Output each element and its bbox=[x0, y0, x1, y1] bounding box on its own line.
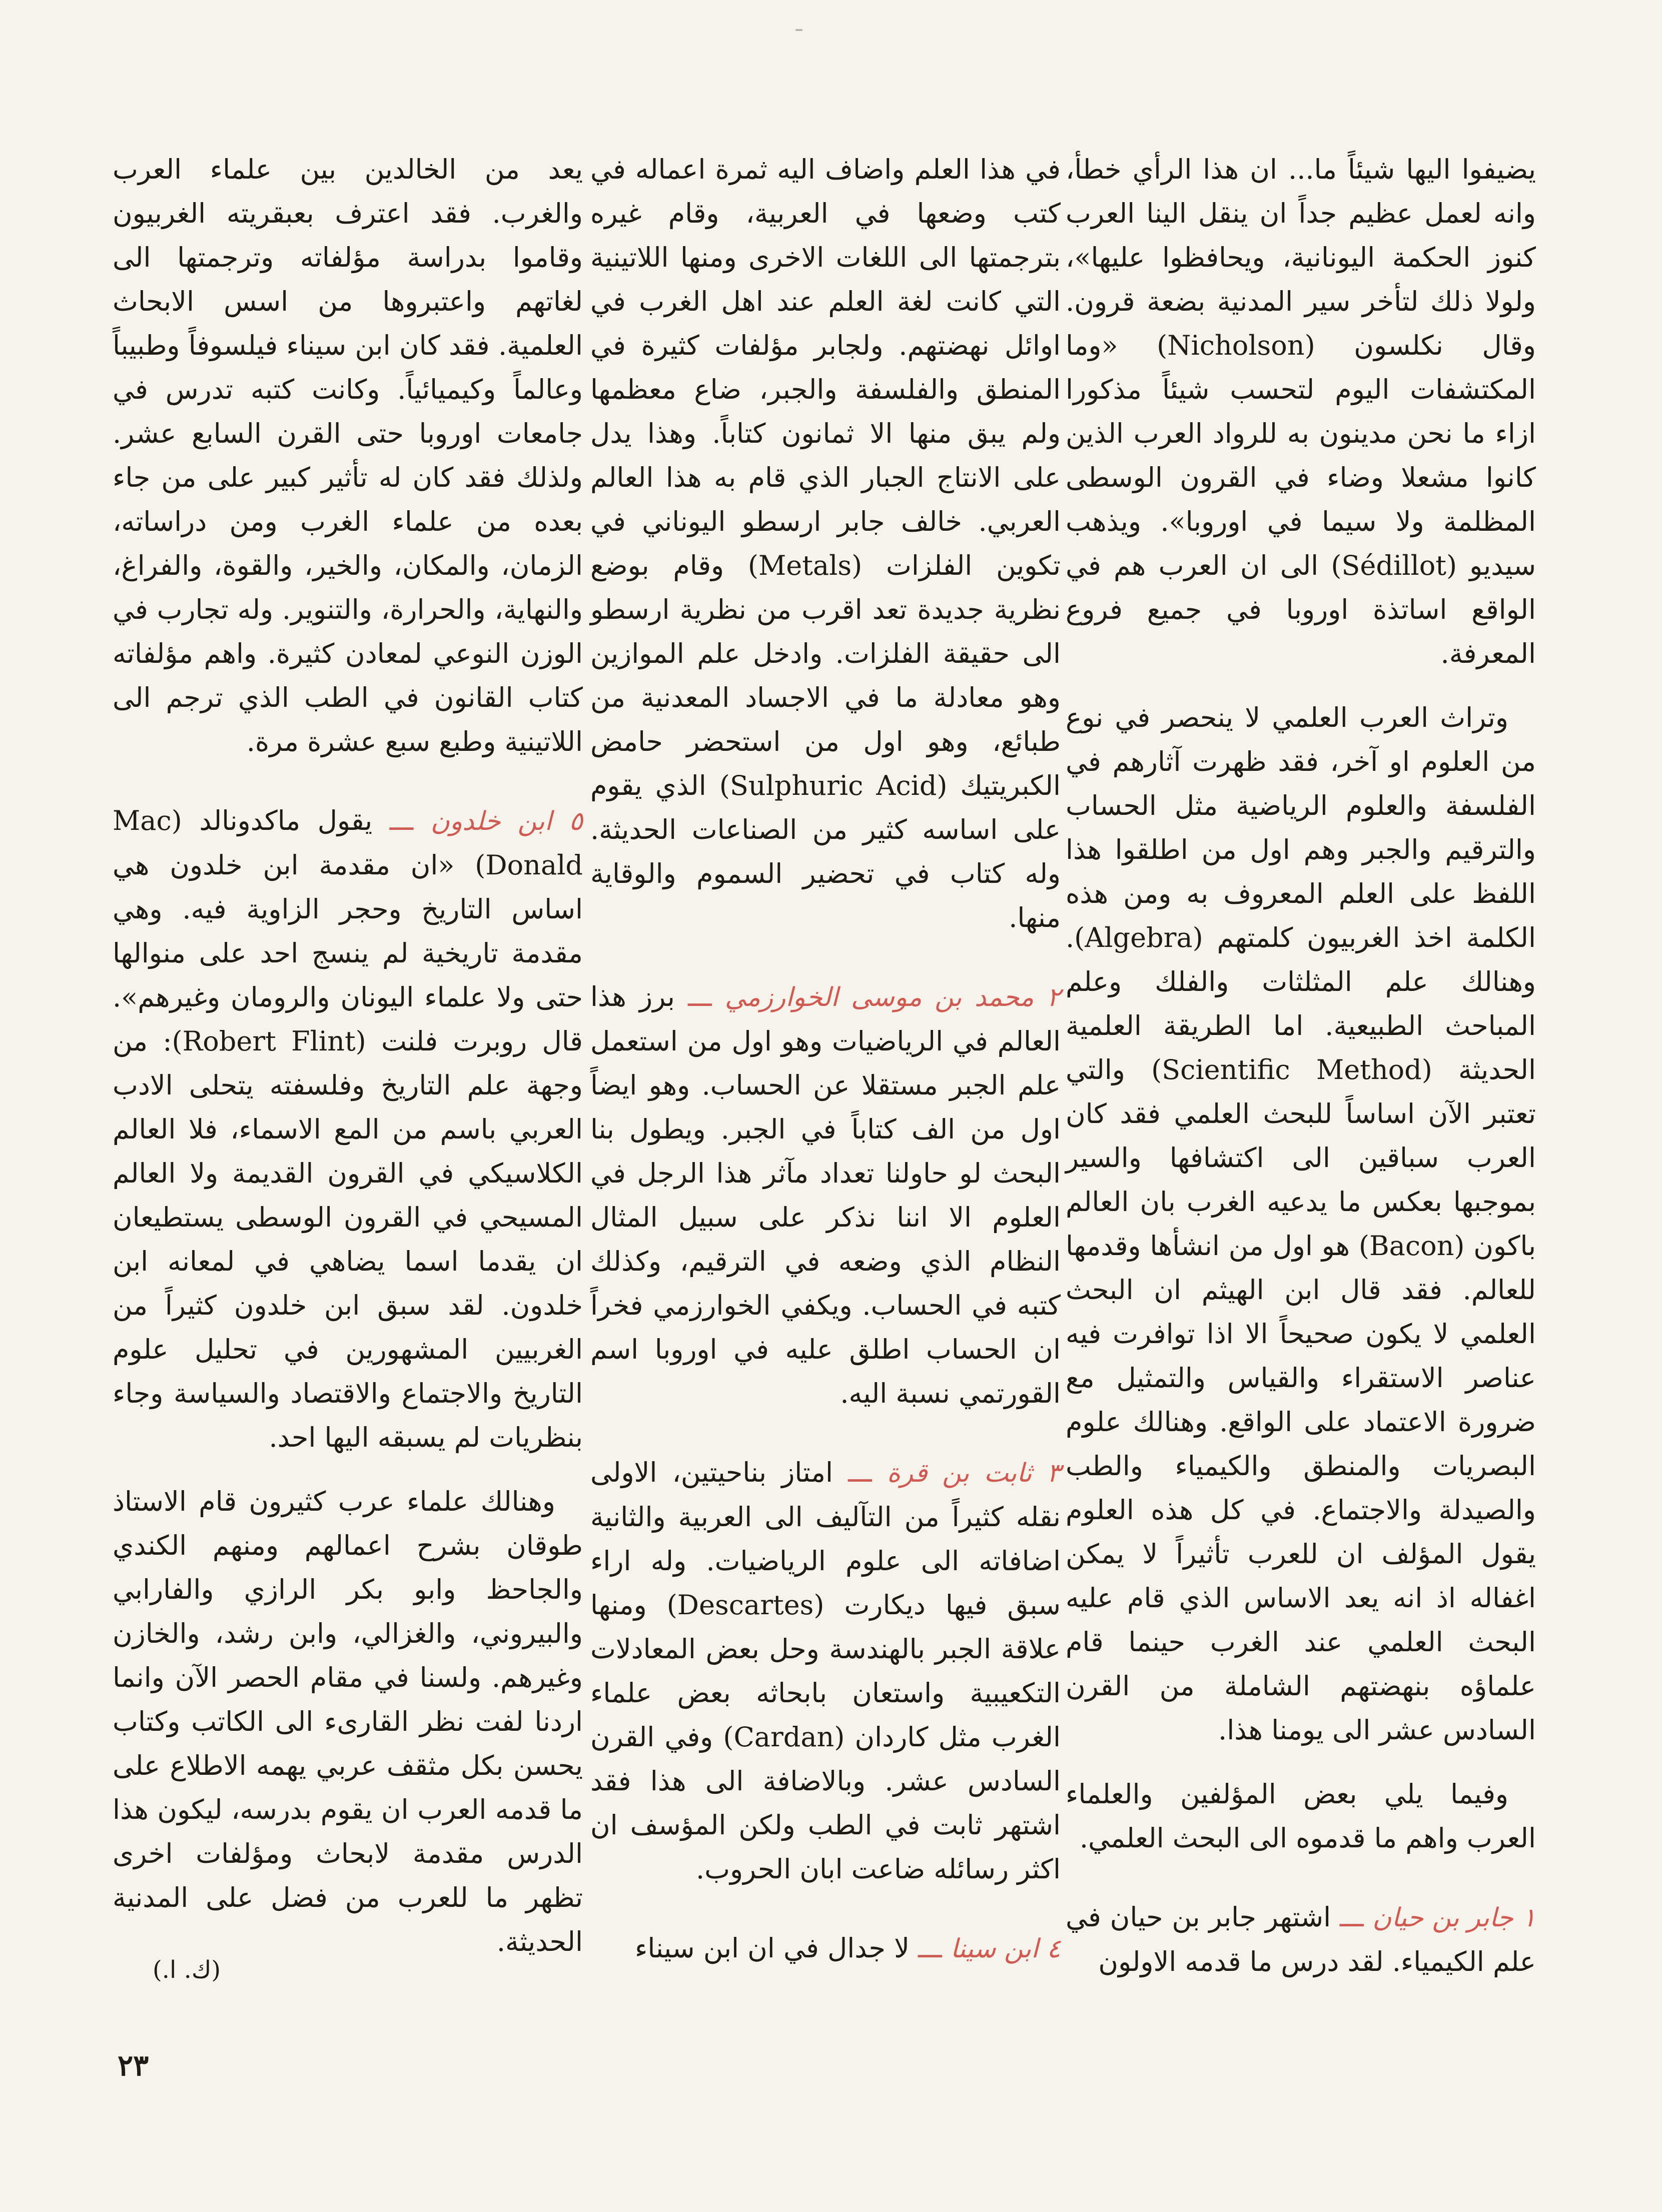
entry-dash: ـــ bbox=[674, 981, 712, 1012]
column-right bbox=[1066, 148, 1536, 2004]
paragraph: وهنالك علماء عرب كثيرون قام الاستاذ طوقان بشرح اعمالهم ومنهم الكندي والجاحظ وابو بكر الرازي والفارابي والبيروني، والغزالي، وابن رشد، والخازن وغيرهم. ولسنا في مقام الحصر الآن وانما اردنا لفت نظر القارىء الى الكاتب وكتاب يحسن بكل مثقف عربي يهمه الاطلاع على ما قدمه العرب ان يقوم بدرسه، ليكون هذا الدرس مقدمة لابحاث ومؤلفات اخرى تظهر ما للعرب من فضل على المدنية الحديثة. bbox=[113, 1486, 583, 1957]
entry-text: لا جدال في ان ابن سيناء bbox=[635, 1932, 910, 1964]
paragraph: يعد من الخالدين بين علماء العرب والغرب. فقد اعترف بعبقريته الغربيون وقاموا بدراسة مؤلفاته وترجمتها الى لغاتهم واعتبروها من اسس الابحاث العلمية. فقد كان ابن سيناء فيلسوفاً وطبيباً وعالماً وكيميائياً. وكانت كتبه تدرس في جامعات اوروبا حتى القرن السابع عشر. ولذلك فقد كان له تأثير كبير على من جاء بعده من علماء الغرب ومن دراساته، الزمان، والمكان، والخير، والقوة، والفراغ، والنهاية، والحرارة، والتنوير. وله تجارب في الوزن النوعي لمعادن كثيرة. واهم مؤلفاته كتاب القانون في الطب الذي ترجم الى اللاتينية وطبع سبع عشرة مرة. bbox=[113, 154, 583, 757]
biography-entry bbox=[590, 1926, 1061, 1971]
page-number: ٢٣ bbox=[118, 2048, 149, 2082]
entry-text: يقول ماكدونالد (Mac Donald) «ان مقدمة ابن خلدون هي اساس التاريخ وحجر الزاوية فيه. وهي مقدمة تاريخية لم ينسج احد على منوالها حتى ولا علماء اليونان والرومان وغيرهم». قال روبرت فلنت (Robert Flint): من وجهة علم التاريخ وفلسفته يتحلى الادب العربي باسم من المع الاسماء، فلا العالم الكلاسيكي في القرون القديمة ولا العالم المسيحي في القرون الوسطى يستطيعان ان يقدما اسما يضاهي في لمعانه ابن خلدون. لقد سبق ابن خلدون كثيراً من الغربيين المشهورين في تحليل علوم التاريخ والاجتماع والاقتصاد والسياسة وجاء بنظريات لم يسبقه اليها احد. bbox=[113, 805, 583, 1453]
entry-text: اشتهر جابر بن حيان في علم الكيمياء. لقد درس ما قدمه الاولون bbox=[1066, 1901, 1536, 1977]
entry-heading: ٣ ثابت بن قرة bbox=[887, 1458, 1061, 1488]
entry-dash: ـــ bbox=[1331, 1901, 1364, 1933]
entry-dash: ـــ bbox=[372, 805, 414, 836]
page-top-mark bbox=[795, 29, 802, 31]
entry-dash: ـــ bbox=[909, 1932, 942, 1964]
column-middle bbox=[590, 148, 1061, 1991]
entry-dash: ـــ bbox=[833, 1457, 872, 1488]
author-signature: (ك. ا.) bbox=[153, 1956, 221, 1984]
biography-entry bbox=[590, 975, 1061, 1416]
entry-text: امتاز بناحيتين، الاولى نقله كثيراً من التآليف الى العربية والثانية اضافاته الى علوم الرياضيات. وله اراء سبق فيها ديكارت (Descartes) ومنها علاقة الجبر بالهندسة وحل بعض المعادلات التكعيبية واستعان بابحاثه بعض علماء الغرب مثل كاردان (Cardan) وفي القرن السادس عشر. وبالاضافة الى هذا فقد اشتهر ثابت في الطب ولكن المؤسف ان اكثر رسائله ضاعت ابان الحروب. bbox=[590, 1457, 1061, 1885]
paragraph: يضيفوا اليها شيئاً ما... ان هذا الرأي خطأ، وانه لعمل عظيم جداً ان ينقل الينا العرب كنوز الحكمة اليونانية، ويحافظوا عليها»، ولولا ذلك لتأخر سير المدنية بضعة قرون. وقال نكلسون (Nicholson) «وما المكتشفات اليوم لتحسب شيئاً مذكورا ازاء ما نحن مدينون به للرواد العرب الذين كانوا مشعلا وضاء في القرون الوسطى المظلمة ولا سيما في اوروبا». ويذهب سيديو (Sédillot) الى ان العرب هم في الواقع اساتذة اوروبا في جميع فروع المعرفة. bbox=[1066, 154, 1536, 669]
paragraph: وتراث العرب العلمي لا ينحصر في نوع من العلوم او آخر، فقد ظهرت آثارهم في الفلسفة والعلوم الرياضية مثل الحساب والترقيم والجبر وهم اول من اطلقوا هذا اللفظ على العلم المعروف به ومن هذه الكلمة اخذ الغربيون كلمتهم (Algebra). وهنالك علم المثلثات والفلك وعلم المباحث الطبيعية. اما الطريقة العلمية الحديثة (Scientific Method) والتي تعتبر الآن اساساً للبحث العلمي فقد كان العرب سباقين الى اكتشافها والسير بموجبها بعكس ما يدعيه الغرب بان العالم باكون (Bacon) هو اول من انشأها وقدمها للعالم. فقد قال ابن الهيثم ان البحث العلمي لا يكون صحيحاً الا اذا توافرت فيه عناصر الاستقراء والقياس والتمثيل مع ضرورة الاعتماد على الواقع. وهنالك علوم البصريات والمنطق والكيمياء والطب والصيدلة والاجتماع. في كل هذه العلوم يقول المؤلف ان للعرب تأثيراً لا يمكن اغفاله اذ انه يعد الاساس الذي قام عليه البحث العلمي عند الغرب حينما قام علماؤه بنهضتهم الشاملة من القرن السادس عشر الى يومنا هذا. bbox=[1066, 702, 1536, 1746]
entry-heading: ٥ ابن خلدون bbox=[430, 806, 583, 836]
entry-heading: ١ جابر بن حيان bbox=[1372, 1903, 1536, 1933]
entry-text: برز هذا العالم في الرياضيات وهو اول من استعمل علم الجبر مستقلا عن الحساب. وهو ايضاً اول من الف كتاباً في الجبر. ويطول بنا البحث لو حاولنا تعداد مآثر هذا الرجل في العلوم الا اننا نذكر على سبيل المثال النظام الذي وضعه في الترقيم، وكذلك كتبه في الحساب. ويكفي الخوارزمي فخراً ان الحساب اطلق عليه في اوروبا اسم القورتمي نسبة اليه. bbox=[590, 981, 1061, 1409]
paragraph: في هذا العلم واضاف اليه ثمرة اعماله في كتب وضعها في العربية، وقام غيره بترجمتها الى اللغات الاخرى ومنها اللاتينية التي كانت لغة العلم عند اهل الغرب في اوائل نهضتهم. ولجابر مؤلفات كثيرة في المنطق والفلسفة والجبر، ضاع معظمها ولم يبق منها الا ثمانون كتاباً. وهذا يدل على الانتاج الجبار الذي قام به هذا العالم العربي. خالف جابر ارسطو اليوناني في تكوين الفلزات (Metals) وقام بوضع نظرية جديدة تعد اقرب من نظرية ارسطو الى حقيقة الفلزات. وادخل علم الموازين وهو معادلة ما في الاجساد المعدنية من طبائع، وهو اول من استحضر حامض الكبريتيك (Sulphuric Acid) الذي يقوم على اساسه كثير من الصناعات الحديثة. وله كتاب في تحضير السموم والوقاية منها. bbox=[590, 154, 1061, 933]
entry-heading: ٢ محمد بن موسى الخوارزمي bbox=[724, 982, 1061, 1012]
biography-entry bbox=[1066, 1895, 1536, 1984]
paragraph: وفيما يلي بعض المؤلفين والعلماء العرب واهم ما قدموه الى البحث العلمي. bbox=[1066, 1778, 1536, 1854]
column-left bbox=[113, 148, 583, 1984]
biography-entry bbox=[113, 799, 583, 1460]
biography-entry bbox=[590, 1451, 1061, 1891]
entry-heading: ٤ ابن سينا bbox=[950, 1934, 1061, 1964]
